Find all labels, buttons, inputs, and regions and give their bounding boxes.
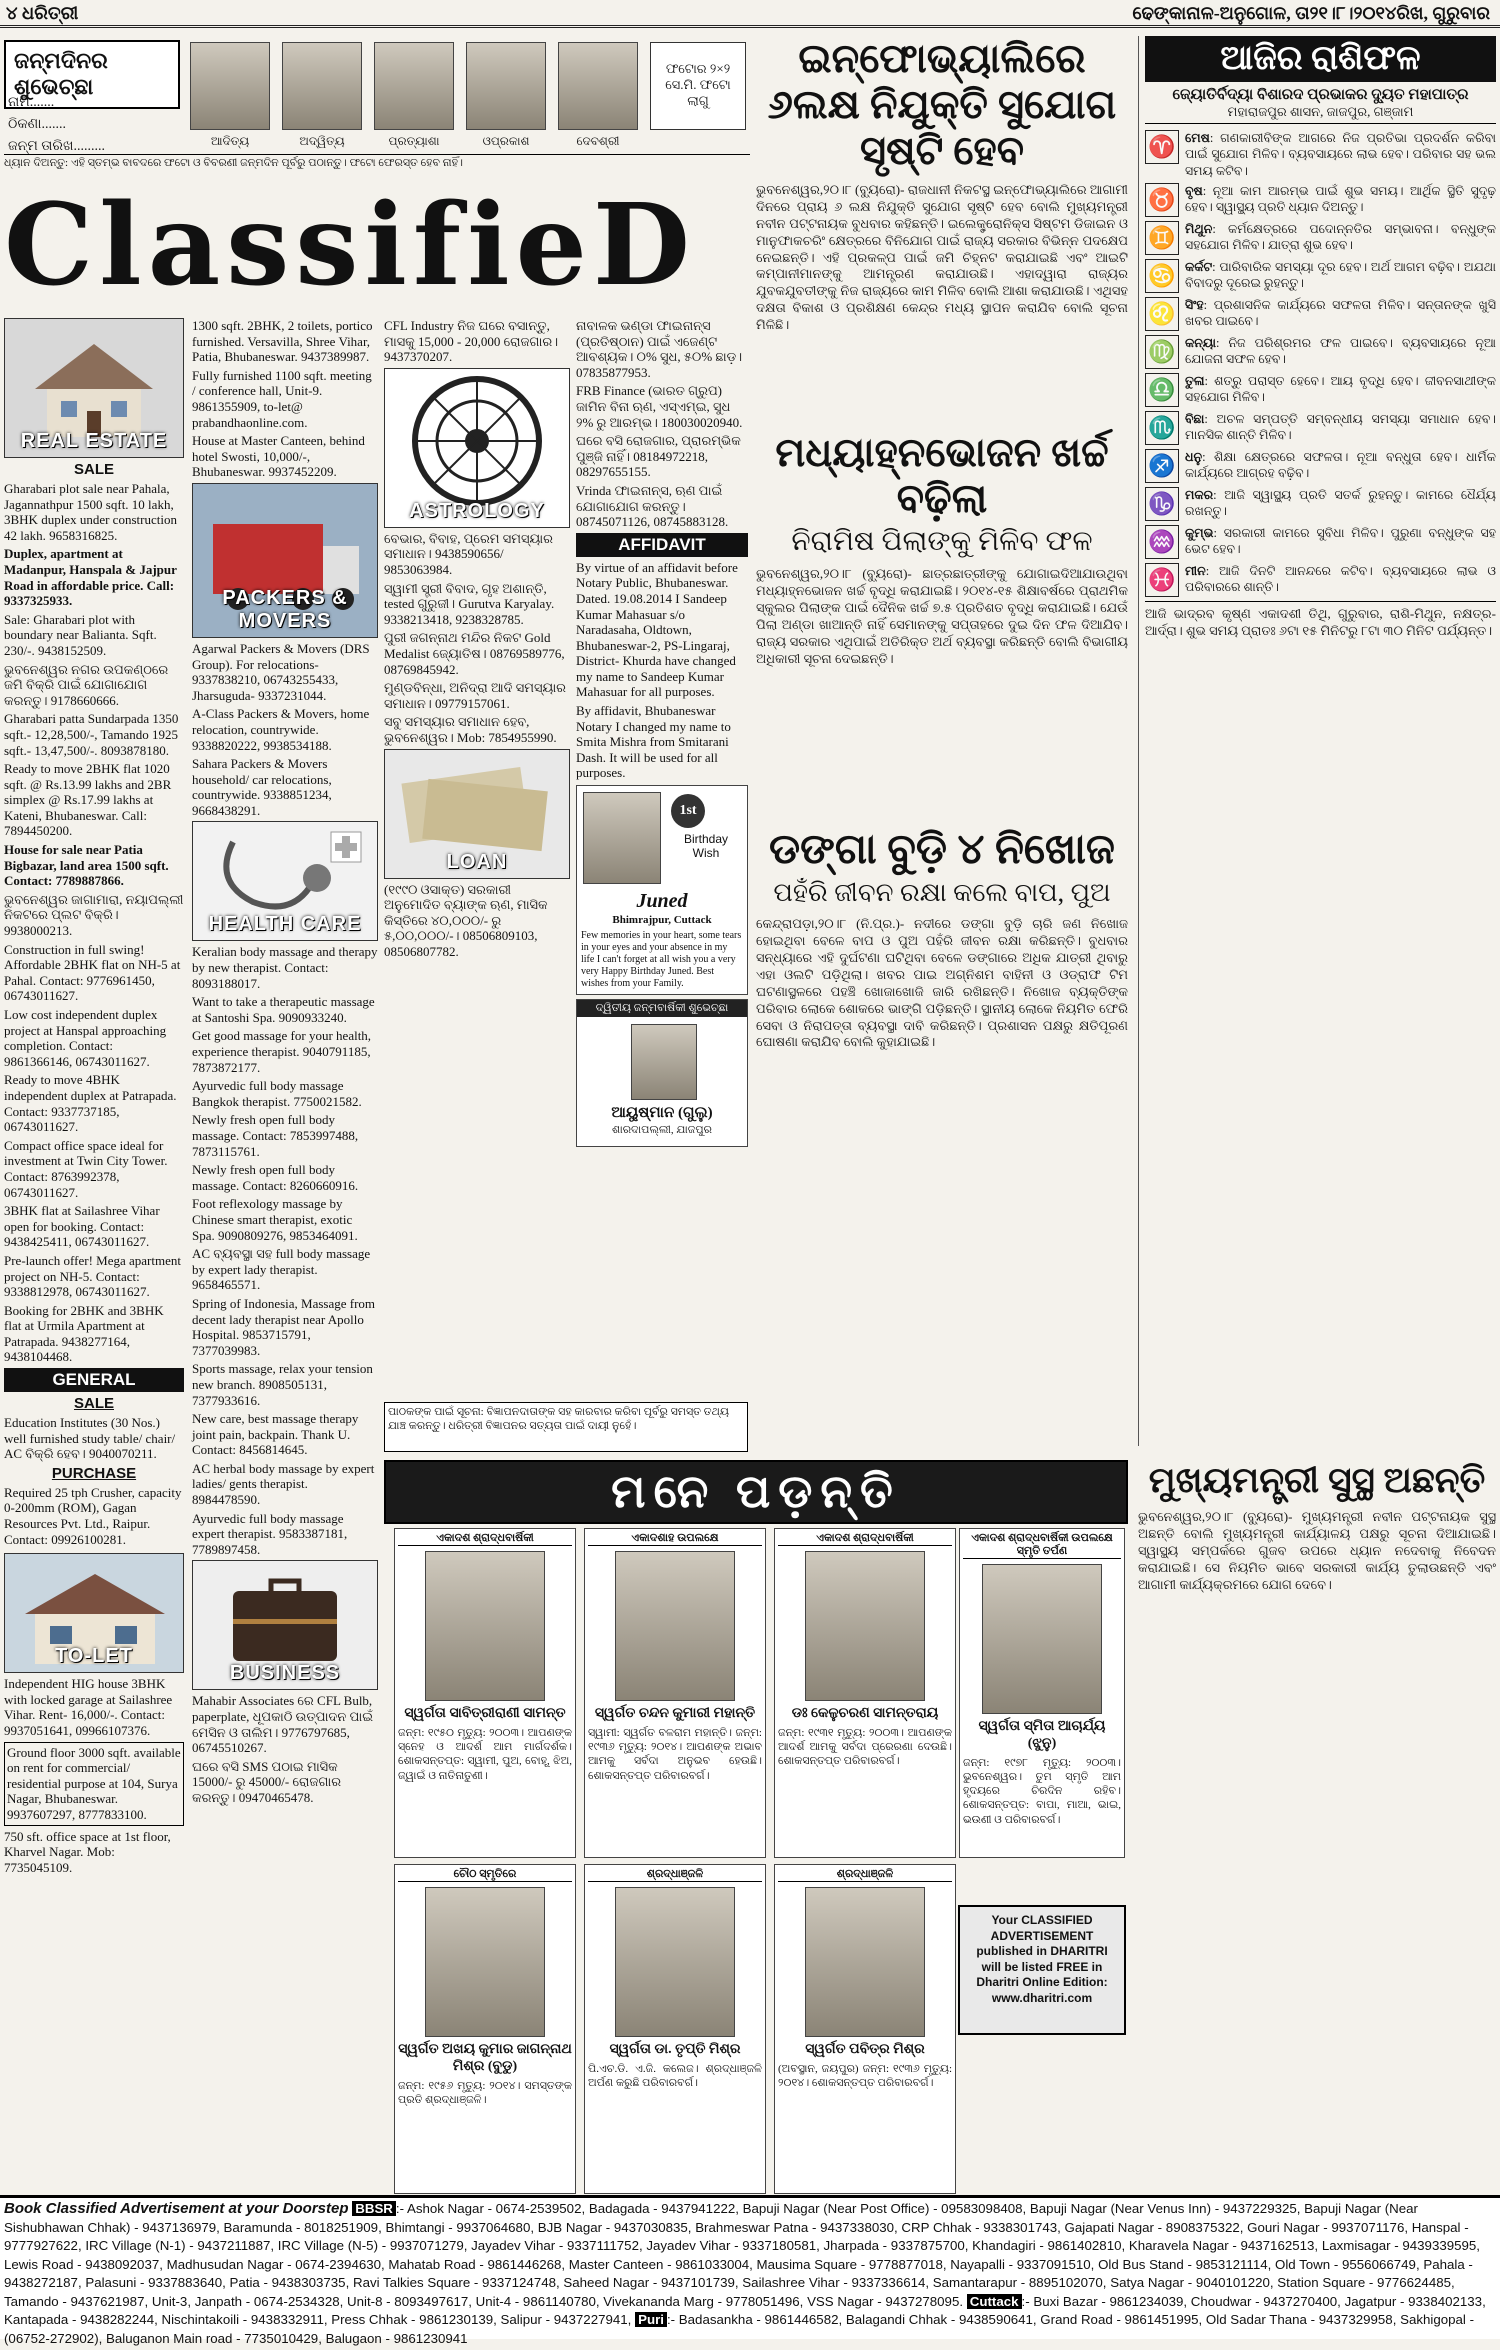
memorial-photo <box>805 1887 925 2037</box>
real-estate-ads <box>4 481 184 1365</box>
field-name: ନାମ....... <box>8 95 55 110</box>
rashi-name: ସିଂହ <box>1185 297 1204 312</box>
rashi-text: ଆଜି ସ୍ୱାସ୍ଥ୍ୟ ପ୍ରତି ସତର୍କ ରୁହନ୍ତୁ। କାମରେ ଧୈର୍ଯ୍ୟ ରଖନ୍ତୁ। <box>1185 487 1496 518</box>
memorial-grid <box>384 1524 1128 2184</box>
rashi-text: ପ୍ରଶାସନିକ କାର୍ଯ୍ୟରେ ସଫଳତା ମିଳିବ। ସନ୍ତାନଙ୍କ ଖୁସି ଖବର ପାଇବେ। <box>1185 297 1496 328</box>
field-address: ଠିକଣା....... <box>8 117 66 132</box>
business-label: BUSINESS <box>229 1662 341 1685</box>
rashi-name: କନ୍ୟା <box>1185 335 1217 350</box>
list-item: (୧୯୯୦ ଓସାକ୍ତ) ସରକାରୀ ଅନୁମୋଦିତ ବ୍ୟାଙ୍କ ଋଣ, ମାସିକ କିସ୍ତିରେ ୪୦,୦୦୦/- ରୁ ୫,୦୦,୦୦୦/-। 08506809103, 08506807782. <box>384 881 548 959</box>
list-item: ପୁରୀ ଜଗନ୍ନାଥ ମନ୍ଦିର ନିକଟ Gold Medalist ଜ୍ୟୋତିଷ। 08769589776, 08769845942. <box>384 630 565 677</box>
zodiac-icon: ♊ <box>1145 221 1179 255</box>
bbsr-tag: BBSR <box>352 2201 396 2216</box>
list-item: Get good massage for your health, experience therapist. 9040791185, 7873872177. <box>192 1028 372 1075</box>
real-estate-label: REAL ESTATE <box>20 430 168 452</box>
memorial-card <box>394 1528 576 1858</box>
memorial-tag: ଶ୍ରଦ୍ଧାଞ୍ଜଳି <box>778 1868 952 1882</box>
cuttack-tag: Cuttack <box>967 2294 1022 2309</box>
rashi-row: ♎ ତୁଳା: ଶତ୍ରୁ ପରାସ୍ତ ହେବେ। ଆୟ ବୃଦ୍ଧି ହେବ। ଜୀବନସାଥୀଙ୍କ ସହଯୋଗ ମିଳିବ। <box>1145 373 1496 407</box>
birthday-note: ଧ୍ୟାନ ଦିଅନ୍ତୁ: ଏହି ସ୍ତମ୍ଭ ବାବଦରେ ଫଟୋ ଓ ବିବରଣୀ ଜନ୍ମଦିନ ପୂର୍ବରୁ ପଠାନ୍ତୁ। ଫଟୋ ଫେରସ୍ତ ହେବ ନାହିଁ। <box>4 154 750 171</box>
list-item: ଭୁବନେଶ୍ୱର ଜାଗାମାରା, ନୟାପଲ୍ଲୀ ନିକଟରେ ପ୍ଲଟ ବିକ୍ରି। 9938000213. <box>4 891 184 939</box>
memorial-text: ଜନ୍ମ: ୧୯୫୬ ମୃତ୍ୟୁ: ୨୦୧୪। ସମସ୍ତଙ୍କ ପ୍ରତି ଶ୍ରଦ୍ଧାଞ୍ଜଳି। <box>398 2079 572 2106</box>
rashifal-title: ଆଜିର ରାଶିଫଳ <box>1145 36 1496 82</box>
health-care-image <box>192 821 378 941</box>
memorial-text: ସ୍ୱାମୀ: ସ୍ୱର୍ଗତ ବଳରାମ ମହାନ୍ତି। ଜନ୍ମ: ୧୯୩୬ ମୃତ୍ୟୁ: ୨୦୧୪। ଆପଣଙ୍କ ଅଭାବ ଆମକୁ ସର୍ବଦା ଅନୁଭବ ହେଉଛି। ଶୋକସନ୍ତପ୍ତ ପରିବାରବର୍ଗ। <box>588 1726 762 1782</box>
reader-note: ପାଠକଙ୍କ ପାଇଁ ସୂଚନା: ବିଜ୍ଞାପନଦାତାଙ୍କ ସହ କାରବାର କରିବା ପୂର୍ବରୁ ସମସ୍ତ ତଥ୍ୟ ଯାଞ୍ଚ କରନ୍ତୁ। ଧରିତ୍ରୀ ବିଜ୍ଞାପନର ସତ୍ୟତା ପାଇଁ ଦାୟୀ ନୁହେଁ। <box>384 1402 748 1452</box>
rashi-name: ତୁଳା <box>1185 373 1205 388</box>
memorial-card <box>584 1528 766 1858</box>
memorial-photo <box>982 1564 1102 1714</box>
purchase-heading: PURCHASE <box>51 1464 137 1482</box>
list-item: Gharabari plot sale near Pahala, Jagannathpur 1500 sqft. 10 lakh, 3BHK duplex under construction 42 lakh. 9658316825. <box>4 481 177 543</box>
photo-2 <box>282 42 362 130</box>
anniversary-name: ଆୟୁଷ୍ମାନ (ଗୁଲୁ) <box>611 1105 713 1122</box>
list-item: Ready to move 4BHK independent duplex at Patrapada. Contact: 9337737185, 06743011627. <box>4 1072 177 1135</box>
news-boat-headline: ଡଙ୍ଗା ବୁଡ଼ି ୪ ନିଖୋଜ <box>769 827 1115 873</box>
rashi-text: ସରକାରୀ କାମରେ ସୁବିଧା ମିଳିବ। ପୁରୁଣା ବନ୍ଧୁଙ୍କ ସହ ଭେଟ ହେବ। <box>1185 525 1496 556</box>
rashi-name: ବିଛା <box>1185 411 1205 426</box>
rashi-name: ମେଷ <box>1185 131 1210 145</box>
rashi-name: ବୃଷ <box>1185 183 1203 198</box>
astrology-label: ASTROLOGY <box>409 499 545 522</box>
rashifal-footer: ଆଜି ଭାଦ୍ରବ କୃଷ୍ଣ ଏକାଦଶୀ ତିଥି, ଗୁରୁବାର, ରାଶି-ମିଥୁନ, ନକ୍ଷତ୍ର-ଆର୍ଦ୍ରା। ଶୁଭ ସମୟ ପ୍ରାତଃ ୬ଟା ୧୫ ମିନିଟରୁ ୮ଟା ୩୦ ମିନିଟ ପର୍ଯ୍ୟନ୍ତ। <box>1145 601 1496 640</box>
rashi-name: କୁମ୍ଭ <box>1185 525 1214 540</box>
zodiac-icon: ♋ <box>1145 259 1179 293</box>
memorial-tag: ଏକାଦଶ ଶ୍ରାଦ୍ଧବାର୍ଷିକୀ <box>398 1532 572 1546</box>
list-item: Gharabari patta Sundarpada 1350 sqft.- 12,28,500/-, Tamando 1925 sqft.- 13,47,500/-. 8093878180. <box>4 711 179 758</box>
anniversary-title: ଦ୍ୱିତୀୟ ଜନ୍ମବାର୍ଷିକୀ ଶୁଭେଚ୍ଛା <box>577 1000 747 1017</box>
memorial-name: ସ୍ୱର୍ଗତା ସାବିତ୍ରୀରାଣୀ ସାମନ୍ତ <box>404 1706 566 1721</box>
memorial-banner: ମନେ ପଡ଼ନ୍ତି <box>384 1460 1128 1524</box>
puri-tag: Puri <box>635 2312 667 2327</box>
packers-label: PACKERS & MOVERS <box>222 586 348 632</box>
astrology-image <box>384 368 570 528</box>
name-1: ଆଦିତ୍ୟ <box>210 134 250 148</box>
memorial-text: (ଅବସ୍ଥାନ, ଜୟପୁର) ଜନ୍ମ: ୧୯୩୬ ମୃତ୍ୟୁ: ୨୦୧୪। ଶୋକସନ୍ତପ୍ତ ପରିବାରବର୍ଗ। <box>778 2062 952 2090</box>
rashifal-list <box>1145 130 1496 597</box>
list-item: Spring of Indonesia, Massage from decent lady therapist near Apollo Hospital. 9853715791, 7377039983. <box>192 1295 376 1358</box>
list-item: Sports massage, relax your tension new branch. 8908505131, 7377933616. <box>192 1361 373 1408</box>
list-item: AC herbal body massage by expert ladies/ gents therapist. 8984478590. <box>192 1460 375 1508</box>
list-item: Duplex, apartment at Madanpur, Hanspala & Jajpur Road in affordable price. Call: 9337325933. <box>4 546 177 609</box>
list-item: ନାବାଳକ ଭଣ୍ଡା ଫାଇନାନ୍ସ (ପ୍ରତିଷ୍ଠାନ) ପାଇଁ ଏଜେଣ୍ଟ ଆବଶ୍ୟକ। ୦% ସୁଧ, ୫୦% ଛାଡ଼। 07835877953. <box>576 318 743 380</box>
list-item: House at Master Canteen, behind hotel Swosti, 10,000/-, Bhubaneswar. 9937452209. <box>192 433 365 480</box>
memorial-card <box>584 1864 766 2194</box>
memorial-section <box>384 1460 1128 2190</box>
rashi-row: ♒ କୁମ୍ଭ: ସରକାରୀ କାମରେ ସୁବିଧା ମିଳିବ। ପୁରୁଣା ବନ୍ଧୁଙ୍କ ସହ ଭେଟ ହେବ। <box>1145 525 1496 559</box>
list-item: FRB Finance (ଭାରତ ଗ୍ରୁପ) ଜାମିନ ବିନା ଋଣ, ଏସ୍‌ଏମ୍‌ଇ, ସୁଧ ୨% ରୁ ଆରମ୍ଭ। 180030020940. <box>576 383 743 430</box>
birthday-wish-ad <box>576 785 748 995</box>
rashi-row: ♑ ମକର: ଆଜି ସ୍ୱାସ୍ଥ୍ୟ ପ୍ରତି ସତର୍କ ରୁହନ୍ତୁ। କାମରେ ଧୈର୍ଯ୍ୟ ରଖନ୍ତୁ। <box>1145 487 1496 521</box>
zodiac-icon: ♎ <box>1145 373 1179 407</box>
list-item: Ayurvedic full body massage expert therapist. 9583387181, 7789897458. <box>192 1510 348 1557</box>
puri-list: :- Badasankha - 9861446582, Balagandi Chhak - 9438590641, Grand Road - 9861451995, Old Sadar Thana - 9437329958, Sakhigopal - (06752-272902), Baluganon Main road - 7735010429, Balugaon - 9861230941 <box>4 2312 1475 2346</box>
list-item: 1300 sqft. 2BHK, 2 toilets, portico furnished. Versavilla, Shree Vihar, Patia, Bhubaneswar. 9437389987. <box>192 318 373 365</box>
list-item: Construction in full swing! Affordable 2BHK flat on NH-5 at Pahal. Contact: 9776961450, 06743011627. <box>4 941 181 1004</box>
footer-title: Book Classified Advertisement at your Doorstep <box>4 2200 349 2217</box>
loan-label: LOAN <box>446 850 508 873</box>
list-item: Keralian body massage and therapy by new therapist. Contact: 8093188017. <box>192 944 378 991</box>
list-item: CFL Industry ନିଜ ଘରେ ବସାନ୍ତୁ, ମାସକୁ 15,000 - 20,000 ରୋଜଗାର। 9437370207. <box>384 318 559 365</box>
memorial-text: ଜନ୍ମ: ୧୯୭୮ ମୃତ୍ୟୁ: ୨୦୦୩। ଭୁବନେଶ୍ୱର। ତୁମ ସ୍ମୃତି ଆମ ହୃଦୟରେ ଚିରଦିନ ରହିବ। ଶୋକସନ୍ତପ୍ତ: ବାପା, ମାଆ, ଭାଇ, ଭଉଣୀ ଓ ପରିବାରବର୍ଗ। <box>963 1756 1121 1826</box>
news-midday-meal <box>756 430 1128 820</box>
news-boat <box>756 826 1128 1406</box>
list-item: AC ବ୍ୟବସ୍ଥା ସହ full body massage by expert lady therapist. 9658465571. <box>192 1246 371 1293</box>
field-dob: ଜନ୍ମ ତାରିଖ......... <box>8 139 106 154</box>
news-meal-sub: ନିରାମିଷ ପିଲାଙ୍କୁ ମିଳିବ ଫଳ <box>791 526 1093 557</box>
name-2: ଅଦ୍ୱିତ୍ୟ <box>299 134 345 148</box>
rashi-row: ♓ ମୀନ: ଆଜି ଦିନଟି ଆନନ୍ଦରେ କଟିବ। ବ୍ୟବସାୟରେ ଲାଭ ଓ ପରିବାରରେ ଶାନ୍ତି। <box>1145 563 1496 597</box>
column-1 <box>4 318 184 2190</box>
memorial-name: ସ୍ୱର୍ଗତା ଡା. ତୃପ୍ତି ମିଶ୍ର <box>609 2042 741 2057</box>
list-item: Low cost independent duplex project at Hanspal approaching completion. Contact: 9861366146, 06743011627. <box>4 1007 167 1069</box>
photo-4 <box>466 42 546 130</box>
rashi-text: କର୍ମକ୍ଷେତ୍ରରେ ପଦୋନ୍ନତିର ସମ୍ଭାବନା। ବନ୍ଧୁଙ୍କ ସହଯୋଗ ମିଳିବ। ଯାତ୍ରା ଶୁଭ ହେବ। <box>1185 221 1497 252</box>
news-jobs-body: ଭୁବନେଶ୍ୱର,୨୦।୮ (ବ୍ୟୁରୋ)- ରାଜଧାନୀ ନିକଟସ୍ଥ ଇନ୍‌ଫୋଭ୍ୟାଲିରେ ଆଗାମୀ ଦିନରେ ପ୍ରାୟ ୬ ଲକ୍ଷ ନିଯୁକ୍ତି ସୁଯୋଗ ସୃଷ୍ଟି ହେବ ବୋଲି ମୁଖ୍ୟମନ୍ତ୍ରୀ ନବୀନ ପଟ୍ଟନାୟକ ବୁଧବାର କହିଛନ୍ତି। ଇଲେକ୍ଟ୍ରୋନିକ୍ସ ସିଷ୍ଟମ ଡିଜାଇନ ଓ ମାନୁଫାକଚରିଂ କ୍ଷେତ୍ରରେ ବିନିଯୋଗ ପାଇଁ ରାଜ୍ୟ ସରକାର ବିଭିନ୍ନ ପଦକ୍ଷେପ ନେଇଛନ୍ତି। ଏହି ପ୍ରକଳ୍ପ ପାଇଁ ଜମି ଚିହ୍ନଟ କରାଯାଇଛି ଏବଂ ଆଇଟି କମ୍ପାନୀମାନଙ୍କୁ ଆମନ୍ତ୍ରଣ କରାଯାଉଛି। ଏହାଦ୍ୱାରା ରାଜ୍ୟର ଯୁବକଯୁବତୀଙ୍କୁ ନିଜ ରାଜ୍ୟରେ କାମ ମିଳିବ ବୋଲି ଆଶା କରାଯାଉଛି। ଏଥିସହ ଦକ୍ଷତା ବିକାଶ ଓ ପ୍ରଶିକ୍ଷଣ କେନ୍ଦ୍ର ମଧ୍ୟ ସ୍ଥାପନ କରାଯିବ ବୋଲି ସୂଚନା ମିଳିଛି। <box>756 182 1128 333</box>
wish-message: Few memories in your heart, some tears in your eyes and your absence in my life I can't forget at all wish you a very very Happy Birthday Juned. Best wishes from your Family. <box>581 930 742 990</box>
list-item: 750 sft. office space at 1st floor, Kharvel Nagar. Mob: 7735045109. <box>4 1828 171 1875</box>
memorial-tag: ଶ୍ରଦ୍ଧାଞ୍ଜଳି <box>588 1868 762 1882</box>
photo-5 <box>558 42 638 130</box>
purchase-ad: Required 25 tph Crusher, capacity 0-200mm (ROM), Gagan Resources Pvt. Ltd., Raipur. Contact: 09926100281. <box>4 1484 182 1547</box>
list-item: House for sale near Patia Bigbazar, land area 1500 sqft. Contact: 7789887866. <box>4 842 169 889</box>
memorial-name: ସ୍ୱର୍ଗତ ଅଖୟ କୁମାର ଜାଗନ୍ନାଥ ମିଶ୍ର (ବୁଡୁ) <box>398 2042 572 2074</box>
rashi-name: କର୍କଟ <box>1185 259 1213 274</box>
memorial-tag: ଏକାଦଶ ଶ୍ରାଦ୍ଧବାର୍ଷିକୀ <box>778 1532 952 1546</box>
list-item: Booking for 2BHK and 3BHK flat at Urmila Apartment at Patrapada. 9438277164, 9438104468. <box>4 1302 164 1365</box>
list-item: Fully furnished 1100 sqft. meeting / conference hall, Unit-9. 9861355909, to-let@ prabandhaonline.com. <box>192 367 372 430</box>
wish-place: Bhimrajpur, Cuttack <box>612 914 712 927</box>
name-4: ଓପ୍ରକାଶ <box>482 134 530 148</box>
rashi-text: ଶିକ୍ଷା କ୍ଷେତ୍ରରେ ସଫଳତା। ନୂଆ ବନ୍ଧୁତା ହେବ। ଧାର୍ମିକ କାର୍ଯ୍ୟରେ ଆଗ୍ରହ ବଢ଼ିବ। <box>1185 449 1496 480</box>
list-item: ବେଭାର, ବିବାହ, ପ୍ରେମ ସମସ୍ୟାର ସମାଧାନ। 9438590656/ 9853063984. <box>384 530 553 577</box>
news-meal-body: ଭୁବନେଶ୍ୱର,୨୦।୮ (ବ୍ୟୁରୋ)- ଛାତ୍ରଛାତ୍ରୀଙ୍କୁ ଯୋଗାଇଦିଆଯାଉଥିବା ମଧ୍ୟାହ୍ନଭୋଜନ ଖର୍ଚ୍ଚ ବୃଦ୍ଧି କରାଯାଇଛି। ୨୦୧୪-୧୫ ଶିକ୍ଷାବର୍ଷରେ ପ୍ରାଥମିକ ସ୍କୁଲର ପିଲାଙ୍କ ପାଇଁ ଦୈନିକ ଖର୍ଚ୍ଚ ୭.୫ ପ୍ରତିଶତ ବୃଦ୍ଧି କରାଯାଇଛି। ଯେଉଁ ପିଲା ଅଣ୍ଡା ଖାଆନ୍ତି ନାହିଁ ସେମାନଙ୍କୁ ସପ୍ତାହରେ ଦୁଇ ଦିନ ଫଳ ଦିଆଯିବ। ରାଜ୍ୟ ସରକାର ଏଥିପାଇଁ ଅତିରିକ୍ତ ଅର୍ଥ ବ୍ୟବସ୍ଥା କରିଛନ୍ତି ବୋଲି ବିଭାଗୀୟ ଅଧିକାରୀ ସୂଚନା ଦେଇଛନ୍ତି। <box>756 566 1128 666</box>
news-boat-sub: ପହଁରି ଜୀବନ ରକ୍ଷା କଲେ ବାପ, ପୁଅ <box>773 878 1111 908</box>
photo-size-box: ଫଟୋର ୨×୨ ସେ.ମି. ଫଟୋ ଲାଗୁ <box>650 42 746 130</box>
rashi-name: ମୀନ <box>1185 563 1206 578</box>
loan-image <box>384 749 570 879</box>
rashi-row: ♍ କନ୍ୟା: ନିଜ ପରିଶ୍ରମର ଫଳ ପାଇବେ। ବ୍ୟବସାୟରେ ନୂଆ ଯୋଜନା ସଫଳ ହେବ। <box>1145 335 1496 369</box>
memorial-card <box>394 1864 576 2194</box>
list-item: Newly fresh open full body massage. Contact: 8260660916. <box>192 1162 359 1193</box>
memorial-card <box>959 1528 1125 1858</box>
memorial-card <box>774 1528 956 1858</box>
list-item: Independent HIG house 3BHK with locked garage at Sailashree Vihar. Rent- 16,000/-. Contact: 9937051641, 09966107376. <box>4 1676 173 1738</box>
wish-photo <box>583 792 661 884</box>
list-item: ସବୁ ସମସ୍ୟାର ସମାଧାନ ହେବ, ଭୁବନେଶ୍ୱର। Mob: 7854955990. <box>384 714 557 745</box>
classified-title: ClassifieD <box>4 180 697 311</box>
photo-3 <box>374 42 454 130</box>
wish-title: Birthday Wish <box>683 832 729 861</box>
zodiac-icon: ♏ <box>1145 411 1179 445</box>
general-sale-ad: Education Institutes (30 Nos.) well furnished study table/ chair/ AC ବିକ୍ରି ହେବ। 9040070211. <box>4 1415 176 1462</box>
list-item: A-Class Packers & Movers, home relocation, countrywide. 9338820222, 9938534188. <box>192 706 370 753</box>
rashifal <box>1138 36 1496 1446</box>
news-jobs <box>756 36 1128 426</box>
rashi-row: ♋ କର୍କଟ: ପାରିବାରିକ ସମସ୍ୟା ଦୂର ହେବ। ଅର୍ଥ ଆଗମ ବଢ଼ିବ। ଅଯଥା ବିବାଦରୁ ଦୂରେଇ ରୁହନ୍ତୁ। <box>1145 259 1496 293</box>
rashi-row: ♌ ସିଂହ: ପ୍ରଶାସନିକ କାର୍ଯ୍ୟରେ ସଫଳତା ମିଳିବ। ସନ୍ତାନଙ୍କ ଖୁସି ଖବର ପାଇବେ। <box>1145 297 1496 331</box>
rashi-row: ♊ ମିଥୁନ: କର୍ମକ୍ଷେତ୍ରରେ ପଦୋନ୍ନତିର ସମ୍ଭାବନା। ବନ୍ଧୁଙ୍କ ସହଯୋଗ ମିଳିବ। ଯାତ୍ରା ଶୁଭ ହେବ। <box>1145 221 1496 255</box>
zodiac-icon: ♉ <box>1145 183 1179 217</box>
rashi-text: ଶତ୍ରୁ ପରାସ୍ତ ହେବେ। ଆୟ ବୃଦ୍ଧି ହେବ। ଜୀବନସାଥୀଙ୍କ ସହଯୋଗ ମିଳିବ। <box>1185 373 1496 404</box>
rashi-text: ଗଣକାରୀବିଙ୍କ ଆଗରେ ନିଜ ପ୍ରତିଭା ପ୍ରଦର୍ଶନ କରିବା ପାଇଁ ସୁଯୋଗ ମିଳିବ। ବ୍ୟବସାୟରେ ଲାଭ ହେବ। ପରିବାର ସହ ଭଲ ସମୟ କଟିବ। <box>1185 131 1496 178</box>
list-item: By virtue of an affidavit before Notary Public, Bhubaneswar. Dated. 19.08.2014 I Sandeep Kumar Mahasuar s/o Naradasaha, Oldtown, Bhubaneswar-2, PS-Lingaraj, District- Khurda have changed my name to Sandeep Kumar Mahasuar for all purposes. <box>576 559 738 700</box>
photo-1 <box>190 42 270 130</box>
rashi-text: ପାରିବାରିକ ସମସ୍ୟା ଦୂର ହେବ। ଅର୍ଥ ଆଗମ ବଢ଼ିବ। ଅଯଥା ବିବାଦରୁ ଦୂରେଇ ରୁହନ୍ତୁ। <box>1185 259 1496 290</box>
zodiac-icon: ♐ <box>1145 449 1179 483</box>
dateline: ଢେଙ୍କାନାଳ-ଅନୁଗୋଳ, ତା୨୧।୮।୨୦୧୪ରିଖ, ଗୁରୁବାର <box>1132 3 1490 23</box>
memorial-photo <box>805 1551 925 1701</box>
memorial-photo <box>425 1887 545 2037</box>
zodiac-icon: ♍ <box>1145 335 1179 369</box>
news-jobs-headline: ଇନ୍‌ଫୋଭ୍ୟାଲିରେ ୬ଲକ୍ଷ ନିଯୁକ୍ତି ସୁଯୋଗ ସୃଷ୍ଟି ହେବ <box>767 36 1117 173</box>
list-item: Sahara Packers & Movers household/ car relocations, countrywide. 9338851234, 9668438291. <box>192 756 332 818</box>
wish-badge: 1st <box>671 794 705 828</box>
list-item: Ready to move 2BHK flat 1020 sqft. @ Rs.13.99 lakhs and 2BR simplex @ Rs.17.99 lakhs at Kateni, Bhubaneswar. Call: 7894450200. <box>4 761 172 839</box>
news-boat-body: କେନ୍ଦ୍ରାପଡ଼ା,୨୦।୮ (ନି.ପ୍ର.)- ନଦୀରେ ଡଙ୍ଗା ବୁଡ଼ି ଚାରି ଜଣ ନିଖୋଜ ହୋଇଥିବା ବେଳେ ବାପ ଓ ପୁଅ ପହଁରି ଜୀବନ ରକ୍ଷା କରିଛନ୍ତି। ବୁଧବାର ସନ୍ଧ୍ୟାରେ ଏହି ଦୁର୍ଘଟଣା ଘଟିଥିବା ବେଳେ ଡଙ୍ଗାରେ ଅଧିକ ଯାତ୍ରୀ ଥିବାରୁ ଏହା ଓଲଟି ପଡ଼ିଥିଲା। ଖବର ପାଇ ଅଗ୍ନିଶମ ବାହିନୀ ଓ ଓଡ୍ରାଫ ଟିମ ଘଟଣାସ୍ଥଳରେ ପହଞ୍ଚି ଖୋଜାଖୋଜି ଜାରି ରଖିଛନ୍ତି। ନିଖୋଜ ବ୍ୟକ୍ତିଙ୍କ ପରିବାର ଲୋକେ ଶୋକରେ ଭାଙ୍ଗି ପଡ଼ିଛନ୍ତି। ସ୍ଥାନୀୟ ଲୋକେ ନିୟମିତ ଫେରି ସେବା ଓ ନିରାପତ୍ତା ବ୍ୟବସ୍ଥା ଦାବି କରିଛନ୍ତି। ପ୍ରଶାସନ ପକ୍ଷରୁ କ୍ଷତିପୂରଣ ଘୋଷଣା କରାଯିବ ବୋଲି କୁହାଯାଇଛି। <box>756 916 1128 1050</box>
classified-banner <box>4 180 697 312</box>
rashi-text: ଆଜି ଦିନଟି ଆନନ୍ଦରେ କଟିବ। ବ୍ୟବସାୟରେ ଲାଭ ଓ ପରିବାରରେ ଶାନ୍ତି। <box>1185 563 1496 594</box>
list-item: Vrinda ଫାଇନାନ୍ସ, ଋଣ ପାଇଁ ଯୋଗାଯୋଗ କରନ୍ତୁ। 08745071126, 08745883128. <box>576 482 729 530</box>
rashi-row: ♐ ଧନୁ: ଶିକ୍ଷା କ୍ଷେତ୍ରରେ ସଫଳତା। ନୂଆ ବନ୍ଧୁତା ହେବ। ଧାର୍ମିକ କାର୍ଯ୍ୟରେ ଆଗ୍ରହ ବଢ଼ିବ। <box>1145 449 1496 483</box>
birthday-title: ଜନ୍ମଦିନର ଶୁଭେଚ୍ଛା <box>4 40 180 109</box>
rashi-text: ନିଜ ପରିଶ୍ରମର ଫଳ ପାଇବେ। ବ୍ୟବସାୟରେ ନୂଆ ଯୋଜନା ସଫଳ ହେବ। <box>1185 335 1496 366</box>
page-number: ୪ ଧରିତ୍ରୀ <box>6 3 79 23</box>
list-item: New care, best massage therapy joint pain, backpain. Thank U. Contact: 8456814645. <box>192 1411 359 1458</box>
sale-heading: SALE <box>73 461 114 478</box>
zodiac-icon: ♒ <box>1145 525 1179 559</box>
list-item: Want to take a therapeutic massage at Santoshi Spa. 9090933240. <box>192 994 375 1025</box>
list-item: By affidavit, Bhubaneswar Notary I changed my name to Smita Mishra from Smitarani Dash. It will be used for all purposes. <box>576 703 731 781</box>
zodiac-icon: ♈ <box>1145 130 1179 164</box>
memorial-name: ଡଃ କେଳୁଚରଣ ସାମନ୍ତରାୟ <box>791 1706 939 1721</box>
list-item: ସ୍ୱାମୀ ସ୍ତ୍ରୀ ବିବାଦ, ଗୃହ ଅଶାନ୍ତି, tested ଗୁରୁଜୀ। Gurutva Karyalay. 9338213418, 9238328785. <box>384 580 555 627</box>
zodiac-icon: ♓ <box>1145 563 1179 597</box>
general-sale-heading: SALE <box>73 1395 114 1413</box>
rashi-name: ଧନୁ <box>1185 449 1203 464</box>
real-estate-image <box>4 318 184 458</box>
packers-image <box>192 483 378 638</box>
to-let-image <box>4 1553 184 1673</box>
list-item: ଭୁବନେଶ୍ୱର ନଗର ଉପକଣ୍ଠରେ ଜମି ବିକ୍ରି ପାଇଁ ଯୋଗାଯୋଗ କରନ୍ତୁ। 9178660666. <box>4 661 169 708</box>
to-let-label: TO-LET <box>55 1645 133 1668</box>
news-cm-body: ଭୁବନେଶ୍ୱର,୨୦।୮ (ବ୍ୟୁରୋ)- ମୁଖ୍ୟମନ୍ତ୍ରୀ ନବୀନ ପଟ୍ଟନାୟକ ସୁସ୍ଥ ଅଛନ୍ତି ବୋଲି ମୁଖ୍ୟମନ୍ତ୍ରୀ କାର୍ଯ୍ୟାଳୟ ପକ୍ଷରୁ ସୂଚନା ଦିଆଯାଇଛି। ସ୍ୱାସ୍ଥ୍ୟ ସମ୍ପର୍କରେ ଗୁଜବ ଉପରେ ଧ୍ୟାନ ନଦେବାକୁ ନିବେଦନ କରାଯାଇଛି। ସେ ନିୟମିତ ଭାବେ ସରକାରୀ କାର୍ଯ୍ୟ ତୁଲାଉଛନ୍ତି ଏବଂ ଆଗାମୀ କାର୍ଯ୍ୟକ୍ରମରେ ଯୋଗ ଦେବେ। <box>1138 1509 1496 1592</box>
news-meal-headline: ମଧ୍ୟାହ୍ନଭୋଜନ ଖର୍ଚ୍ଚ ବଢ଼ିଲା <box>775 430 1109 521</box>
astrologer-address: ମହାରାଜପୁର ଶାସନ, ଜାଜପୁର, ଗଞ୍ଜାମ <box>1145 104 1496 124</box>
memorial-name: ସ୍ୱର୍ଗତ ଚନ୍ଦନ କୁମାରୀ ମହାନ୍ତି <box>594 1706 756 1721</box>
rashi-name: ମକର <box>1185 487 1214 502</box>
birthday-strip <box>4 36 750 176</box>
list-item: Agarwal Packers & Movers (DRS Group). For relocations- 9337838210, 06743255433, Jharsuguda- 9337231044. <box>192 640 370 703</box>
list-item: Ground floor 3000 sqft. available on rent for commercial/ residential purpose at 104, Surya Nagar, Bhubaneswar. 9937607297, 8777833100. <box>4 1742 184 1826</box>
memorial-text: ପି.ଏଚ.ଡି. ଏ.ଜି. କଲେଜ। ଶ୍ରଦ୍ଧାଞ୍ଜଳି ଅର୍ପଣ କରୁଛି ପରିବାରବର୍ଗ। <box>588 2062 762 2090</box>
name-3: ପ୍ରତ୍ୟାଶା <box>388 134 440 148</box>
list-item: Pre-launch offer! Mega apartment project on NH-5. Contact: 9338812978, 06743011627. <box>4 1252 181 1300</box>
bbsr-list: :- Ashok Nagar - 0674-2539502, Badagada - 9437941222, Bapuji Nagar (Near Post Office) - 09583098408, Bapuji Nagar (Near Venus Inn) - 9437229325, Bapuji Nagar (Near Sishubhawan Chhak) - 9437136979, Baramunda - 8018251909, Bhimtangi - 9937064680, BJB Nagar - 9437030835, Brahmeswar Patna - 9437338030, CRP Chhak - 9338301743, Gajapati Nagar - 8908375322, Gouri Nagar - 9937071176, Hanspal - 9777927622, IRC Village (N-1) - 9437211887, IRC Village (N-5) - 9937071279, Jayadev Vihar - 9337111752, Jayadev Vihar - 9337180581, Jharpada - 9337875700, Khandagiri - 9861402810, Kharavela Nagar - 9437162513, Laxmisagar - 9439339595, Lewis Road - 9438092037, Madhusudan Nagar - 0674-2394630, Mahatab Road - 9861446268, Master Canteen - 9861033004, Mausima Square - 9778877018, Nayapalli - 9337091510, Old Bus Stand - 9853121114, Old Town - 9556066749, Pahala - 9438272187, Palasuni - 9337883640, Patia - 9438303735, Ravi Talkies Square - 9337124748, Saheed Nagar - 9437101739, Sailashree Vihar - 9337336614, Samantarapur - 8895102070, Satya Nagar - 9040101220, Station Square - 9776624485, Tamando - 9437621987, Unit-3, Janpath - 0674-2534328, Unit-8 - 8093497617, Unit-4 - 9861140780, Vivekananda Marg - 9778051496, VSS Nagar - 9437278095. <box>4 2201 1481 2309</box>
list-item: ମୁଣ୍ଡବିନ୍ଧା, ଅନିଦ୍ରା ଆଦି ସମସ୍ୟାର ସମାଧାନ। 09779157061. <box>384 680 567 711</box>
rashi-text: ନୂଆ କାମ ଆରମ୍ଭ ପାଇଁ ଶୁଭ ସମୟ। ଆର୍ଥିକ ସ୍ଥିତି ସୁଦୃଢ଼ ହେବ। ସ୍ୱାସ୍ଥ୍ୟ ପ୍ରତି ଧ୍ୟାନ ଦିଅନ୍ତୁ। <box>1185 183 1496 214</box>
rashi-row: ♈ ମେଷ: ଗଣକାରୀବିଙ୍କ ଆଗରେ ନିଜ ପ୍ରତିଭା ପ୍ରଦର୍ଶନ କରିବା ପାଇଁ ସୁଯୋଗ ମିଳିବ। ବ୍ୟବସାୟରେ ଲାଭ ହେବ। ପରିବାର ସହ ଭଲ ସମୟ କଟିବ। <box>1145 130 1496 179</box>
list-item: Newly fresh open full body massage. Contact: 7853997488, 7873115761. <box>192 1112 359 1159</box>
column-4 <box>576 318 748 1418</box>
page-header <box>0 0 1500 28</box>
anniversary-place: ଶାରଦାପଲ୍ଲୀ, ଯାଜପୁର <box>612 1124 712 1137</box>
anniversary-photo <box>631 1024 697 1100</box>
rashi-row: ♉ ବୃଷ: ନୂଆ କାମ ଆରମ୍ଭ ପାଇଁ ଶୁଭ ସମୟ। ଆର୍ଥିକ ସ୍ଥିତି ସୁଦୃଢ଼ ହେବ। ସ୍ୱାସ୍ଥ୍ୟ ପ୍ରତି ଧ୍ୟାନ ଦିଅନ୍ତୁ। <box>1145 183 1496 217</box>
list-item: Sale: Gharabari plot with boundary near Balianta. Sqft. 230/-. 9438152509. <box>4 611 157 658</box>
news-cm <box>1138 1460 1496 1730</box>
name-5: ଦେବଶ୍ରୀ <box>576 134 620 148</box>
affidavit-heading: AFFIDAVIT <box>576 533 748 557</box>
online-promo: Your CLASSIFIED ADVERTISEMENT published in DHARITRI will be listed FREE in Dharitri Online Edition: www.dharitri.com <box>958 1905 1126 2035</box>
zodiac-icon: ♑ <box>1145 487 1179 521</box>
astrologer-name: ଜ୍ୟୋତିର୍ବିଦ୍ୟା ବିଶାରଦ ପ୍ରଭାକର ଦ୍ୟୁତ ମହାପାତ୍ର <box>1172 87 1469 103</box>
column-3 <box>384 318 570 1418</box>
rashi-text: ଅଚଳ ସମ୍ପତ୍ତି ସମ୍ବନ୍ଧୀୟ ସମସ୍ୟା ସମାଧାନ ହେବ। ମାନସିକ ଶାନ୍ତି ମିଳିବ। <box>1185 411 1496 442</box>
list-item: Ayurvedic full body massage Bangkok therapist. 7750021582. <box>192 1078 362 1109</box>
booking-footer <box>0 2195 1500 2346</box>
cuttack-list: :- Buxi Bazar - 9861234039, Choudwar - 9437270400, Jagatpur - 9338402133, Kantapada - 9438282244, Nischintakoili - 9438332911, Press Chhak - 9861230139, Salipur - 9437227941, <box>4 2293 1486 2327</box>
memorial-text: ଜନ୍ମ: ୧୯୩୧ ମୃତ୍ୟୁ: ୨୦୦୩। ଆପଣଙ୍କ ଆଦର୍ଶ ଆମକୁ ସର୍ବଦା ପ୍ରେରଣା ଦେଉଛି। ଶୋକସନ୍ତପ୍ତ ପରିବାରବର୍ଗ। <box>778 1726 952 1768</box>
memorial-photo <box>615 1551 735 1701</box>
list-item: Compact office space ideal for investment at Twin City Tower. Contact: 8763992378, 06743011627. <box>4 1137 168 1200</box>
list-item: ଘରେ ବସି SMS ପଠାଇ ମାସିକ 15000/- ରୁ 45000/- ରୋଜଗାର କରନ୍ତୁ। 09470465478. <box>192 1758 342 1805</box>
memorial-name: ସ୍ୱର୍ଗତା ସ୍ମିତା ଆଚାର୍ଯ୍ୟ (ଝୁନୁ) <box>978 1719 1106 1751</box>
memorial-card <box>774 1864 956 2194</box>
list-item: 3BHK flat at Sailashree Vihar open for booking. Contact: 9438425411, 06743011627. <box>4 1203 160 1250</box>
list-item: Foot reflexology massage by Chinese smart therapist, exotic Spa. 9090809276, 9853464091. <box>192 1196 358 1243</box>
list-item: Mahabir Associates ରେ CFL Bulb, paperplate, ଧୂପକାଠି ଉତ୍ପାଦନ ପାଇଁ ମେସିନ ଓ ତାଲିମ। 9776797685, 06745510267. <box>192 1693 374 1756</box>
memorial-text: ଜନ୍ମ: ୧୯୫୦ ମୃତ୍ୟୁ: ୨୦୦୩। ଆପଣଙ୍କ ସ୍ନେହ ଓ ଆଦର୍ଶ ଆମ ମାର୍ଗଦର୍ଶକ। ଶୋକସନ୍ତପ୍ତ: ସ୍ୱାମୀ, ପୁଅ, ବୋହୂ, ଝିଅ, ଜ୍ୱାଇଁ ଓ ନାତିନାତୁଣୀ। <box>398 1726 572 1782</box>
memorial-name: ସ୍ୱର୍ଗତ ପବିତ୍ର ମିଶ୍ର <box>805 2042 925 2057</box>
zodiac-icon: ♌ <box>1145 297 1179 331</box>
column-2 <box>192 318 378 2190</box>
memorial-photo <box>615 1887 735 2037</box>
list-item: ଘରେ ବସି ରୋଜଗାର, ପ୍ରାରମ୍ଭିକ ପୁଞ୍ଜି ନାହିଁ। 08184972218, 08297655155. <box>576 433 741 480</box>
news-cm-headline: ମୁଖ୍ୟମନ୍ତ୍ରୀ ସୁସ୍ଥ ଅଛନ୍ତି <box>1148 1460 1486 1500</box>
anniversary-ad <box>576 999 748 1147</box>
memorial-photo <box>425 1551 545 1701</box>
wish-name: Juned <box>636 890 688 913</box>
general-heading: GENERAL <box>4 1368 184 1392</box>
business-image <box>192 1560 378 1690</box>
rashi-row: ♏ ବିଛା: ଅଚଳ ସମ୍ପତ୍ତି ସମ୍ବନ୍ଧୀୟ ସମସ୍ୟା ସମାଧାନ ହେବ। ମାନସିକ ଶାନ୍ତି ମିଳିବ। <box>1145 411 1496 445</box>
memorial-tag: ଏକାଦଶ ଶ୍ରାଦ୍ଧବାର୍ଷିକୀ ଉପଲକ୍ଷେ ସ୍ମୃତି ତର୍ପଣ <box>963 1532 1121 1559</box>
health-care-label: HEALTH CARE <box>208 913 362 936</box>
memorial-tag: ଚୌଠ ସ୍ମୃତିରେ <box>398 1868 572 1882</box>
memorial-tag: ଏକାଦଶାହ ଉପଲକ୍ଷେ <box>588 1532 762 1546</box>
rashi-name: ମିଥୁନ <box>1185 221 1213 236</box>
